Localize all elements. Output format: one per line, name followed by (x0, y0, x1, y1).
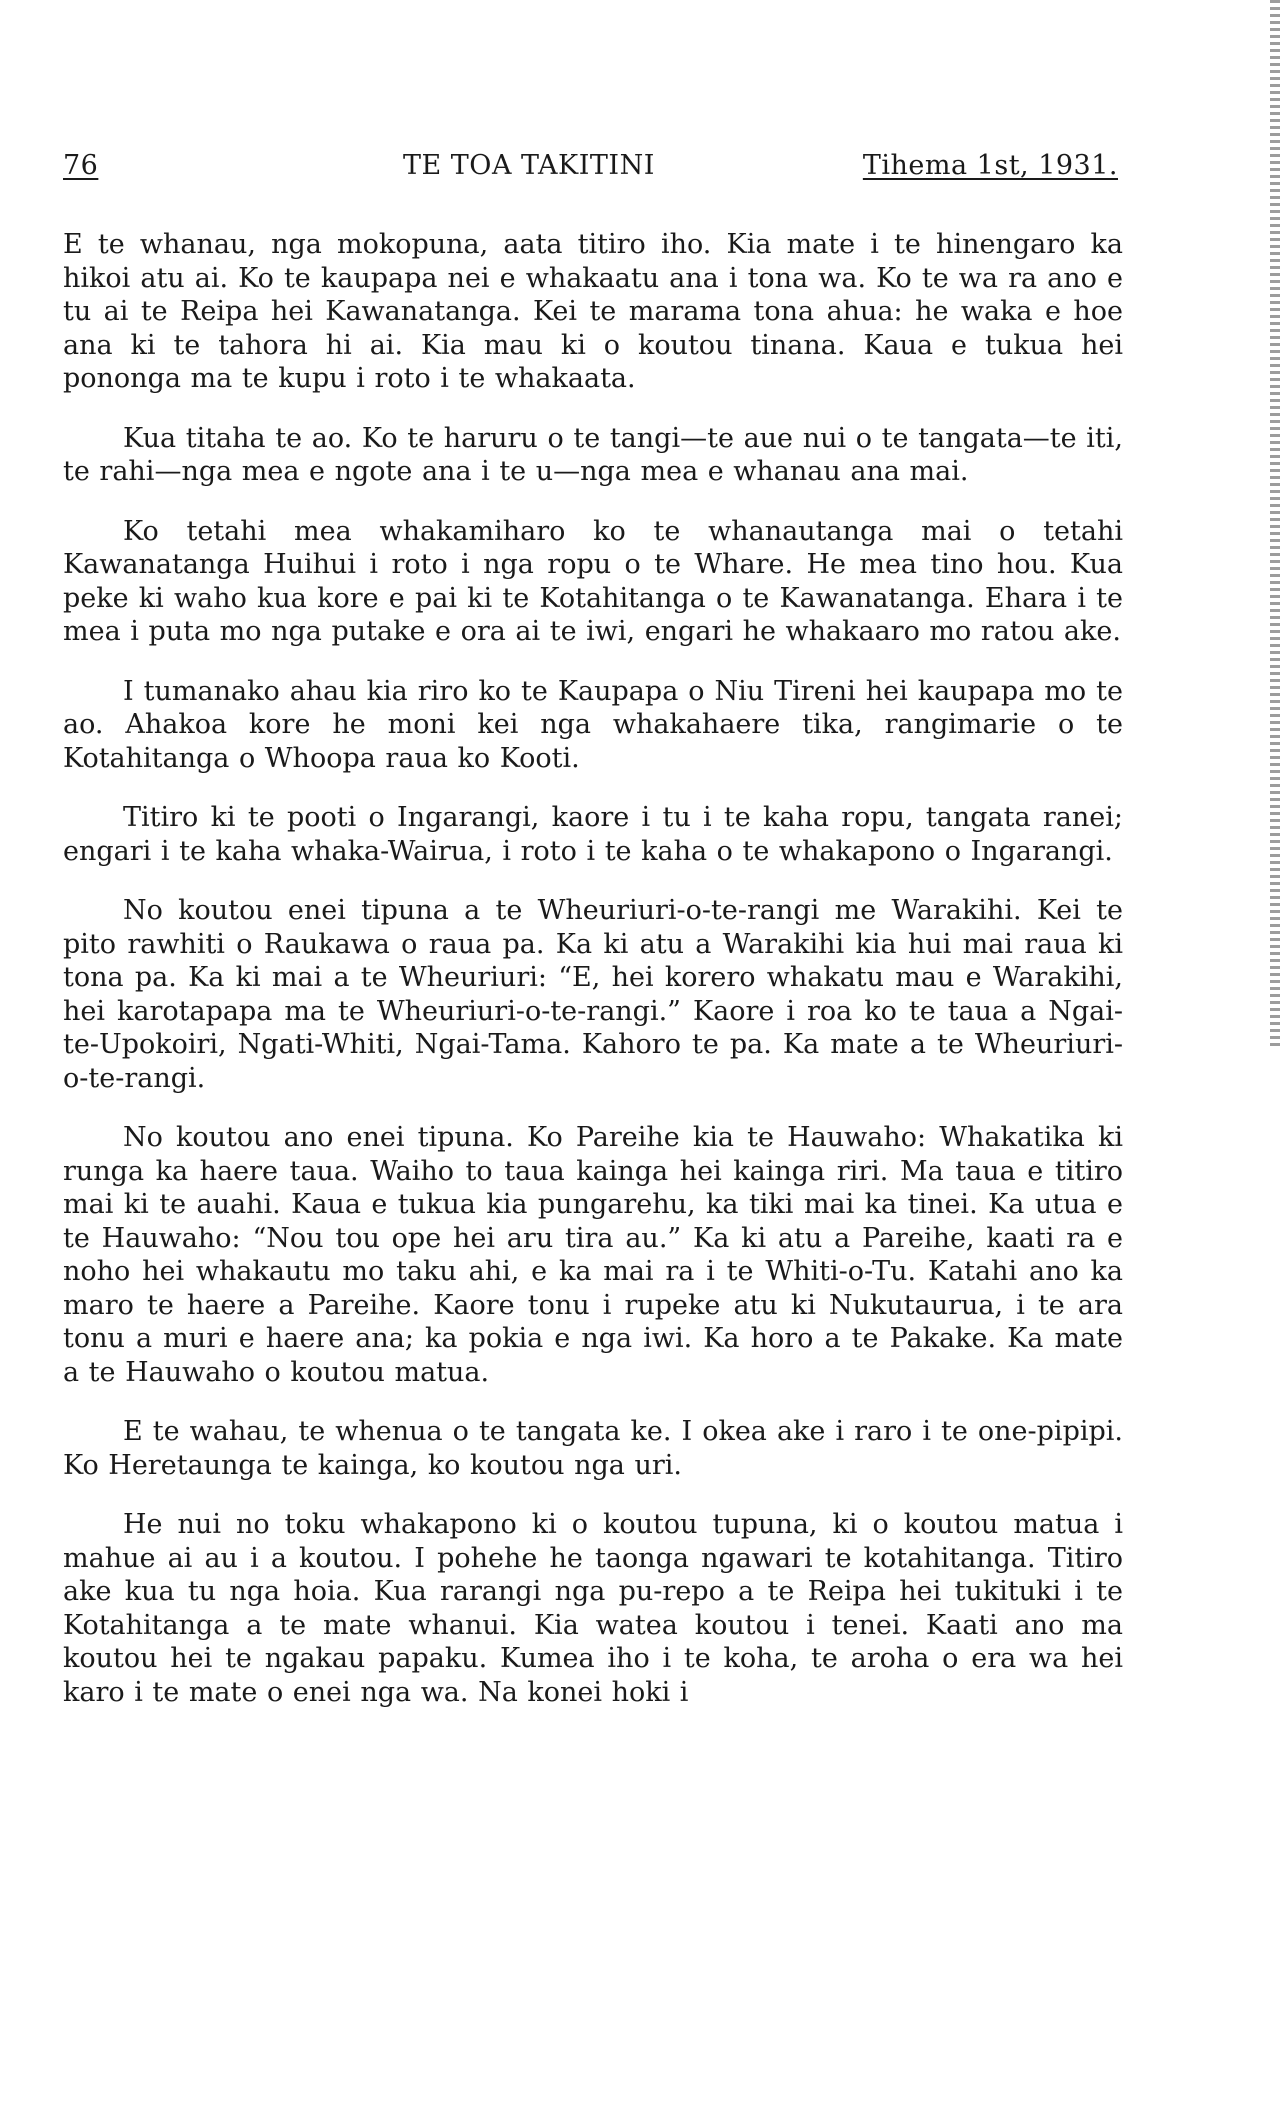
paragraph: Ko tetahi mea whakamiharo ko te whanautanga mai o tetahi Kawanatanga Huihui i roto i nga ropu o te Whare. He mea tino hou. Kua peke ki waho kua kore e pai ki te Kotahitanga o te Kawanatanga. Ehara i te mea i puta mo nga putake e ora ai te iwi, engari he whakaaro mo ratou ake. (63, 515, 1123, 647)
scan-edge-strip (1270, 0, 1280, 1050)
document-page (63, 150, 1123, 2050)
paragraph: Kua titaha te ao. Ko te haruru o te tangi—te aue nui o te tangata—te iti, te rahi—nga mea e ngote ana i te u—nga mea e whanau ana mai. (63, 422, 1123, 487)
journal-title: TE TOA TAKITINI (403, 150, 655, 181)
paragraph: Titiro ki te pooti o Ingarangi, kaore i tu i te kaha ropu, tangata ranei; engari i te kaha whaka-Wairua, i roto i te kaha o te whakapono o Ingarangi. (63, 802, 1123, 867)
paragraph: No koutou ano enei tipuna. Ko Pareihe kia te Hauwaho: Whakatika ki runga ka haere taua. Waiho to taua kainga hei kainga riri. Ma taua e titiro mai ki te auahi. Kaua e tukua kia pungarehu, ka tiki mai ka tinei. Ka utua e te Hauwaho: “Nou tou ope hei aru tira au.” Ka ki atu a Pareihe, kaati ra e noho hei whakautu mo taku ahi, e ka mai ra i te Whiti-o-Tu. Katahi ano ka maro te haere a Pareihe. Kaore tonu i rupeke atu ki Nukutaurua, i te ara tonu a muri e haere ana; ka pokia e nga iwi. Ka horo a te Pakake. Ka mate a te Hauwaho o koutou matua. (63, 1122, 1123, 1388)
paragraph: He nui no toku whakapono ki o koutou tupuna, ki o koutou matua i mahue ai au i a koutou. I pohehe he taonga ngawari te kotahitanga. Titiro ake kua tu nga hoia. Kua rarangi nga pu-repo a te Reipa hei tukituki i te Kotahitanga a te mate whanui. Kia watea koutou i tenei. Kaati ano ma koutou hei te ngakau papaku. Kumea iho i te koha, te aroha o era wa hei karo i te mate o enei nga wa. Na konei hoki i (63, 1509, 1123, 1708)
running-header (63, 150, 1123, 198)
page-number: 76 (63, 150, 99, 181)
paragraph: No koutou enei tipuna a te Wheuriuri-o-te-rangi me Warakihi. Kei te pito rawhiti o Raukawa o raua pa. Ka ki atu a Warakihi kia hui mai raua ki tona pa. Ka ki mai a te Wheuriuri: “E, hei korero whakatu mau e Warakihi, hei karotapapa ma te Wheuriuri-o-te-rangi.” Kaore i roa ko te taua a Ngai-te-Upokoiri, Ngati-Whiti, Ngai-Tama. Kahoro te pa. Ka mate a te Wheuriuri-o-te-rangi. (63, 895, 1123, 1094)
paragraph: E te wahau, te whenua o te tangata ke. I okea ake i raro i te one-pipipi. Ko Heretaunga te kainga, ko koutou nga uri. (63, 1416, 1123, 1481)
issue-date: Tihema 1st, 1931. (862, 150, 1118, 181)
article-body (63, 228, 1123, 1709)
paragraph: I tumanako ahau kia riro ko te Kaupapa o Niu Tireni hei kaupapa mo te ao. Ahakoa kore he moni kei nga whakahaere tika, rangimarie o te Kotahitanga o Whoopa raua ko Kooti. (63, 675, 1123, 774)
paragraph: E te whanau, nga mokopuna, aata titiro iho. Kia mate i te hinengaro ka hikoi atu ai. Ko te kaupapa nei e whakaatu ana i tona wa. Ko te wa ra ano e tu ai te Reipa hei Kawanatanga. Kei te marama tona ahua: he waka e hoe ana ki te tahora hi ai. Kia mau ki o koutou tinana. Kaua e tukua hei pononga ma te kupu i roto i te whakaata. (63, 229, 1123, 394)
